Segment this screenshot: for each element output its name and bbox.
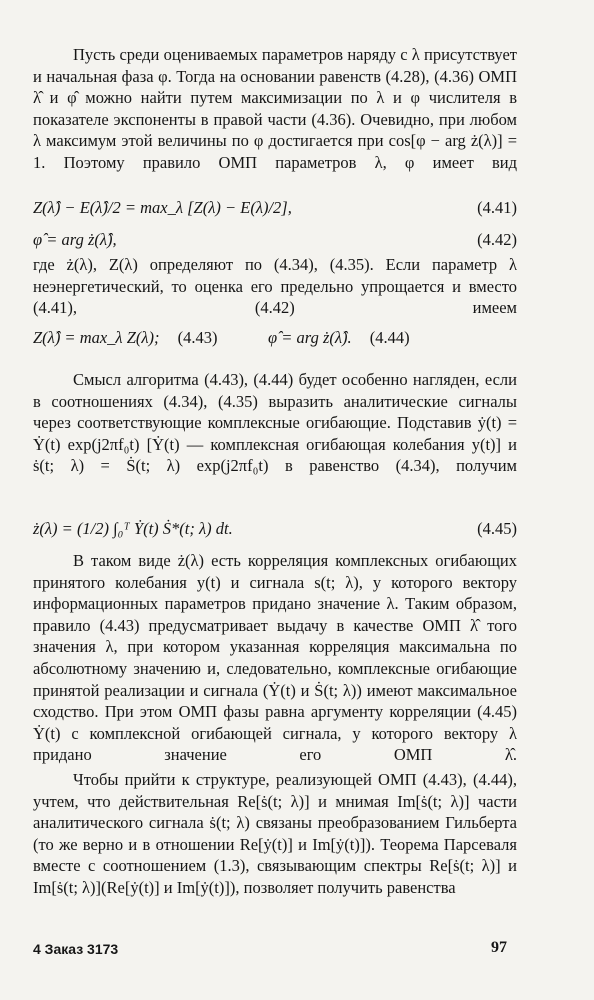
paragraph-4: В таком виде ż(λ) есть корреляция комплексных огибающих принятого колебания y(t) и сигнала s(t; λ), у которого вектору информационных параметров придано значение λ. Таким образом, правило (4.43) предусматривает выдачу в качестве ОМП λ̂ того значения λ, при котором указанная корреляция максимальна по абсолютному значению и, следовательно, комплексные огибающие принятой реализации и сигнала (Ẏ(t) и Ṡ(t; λ)) имеют максимальное сходство. При этом ОМП фазы равна аргументу корреляции (4.45) Ẏ(t) с комплексной огибающей сигнала, у которого вектору λ придано значение его ОМП λ̂. xyxy=(33,551,517,765)
paragraph-1: Пусть среди оцениваемых параметров наряду с λ присутствует и начальная фаза φ. Тогда на основании равенств (4.28), (4.36) ОМП λ̂ и φ̂ можно найти путем максимизации по λ и φ числителя в показателе экспоненты в правой части (4.36). Очевидно, при любом λ максимум этой величины по φ достигается при cos[φ − arg ż(λ)] = 1. Поэтому правило ОМП параметров λ, φ имеет вид xyxy=(33,45,517,172)
print-order-note: 4 Заказ 3173 xyxy=(33,941,119,957)
paragraph-3: Смысл алгоритма (4.43), (4.44) будет особенно нагляден, если в соотношениях (4.34), (4.35) выразить аналитические сигналы через соответствующие комплексные огибающие. Подставив ẏ(t) = Ẏ(t) exp(j2πf₀t) [Ẏ(t) — комплексная огибающая колебания y(t)] и ṡ(t; λ) = Ṡ(t; λ) exp(j2πf₀t) в равенство (4.34), получим xyxy=(33,370,517,476)
equation-4-43-number: (4.43) xyxy=(177,328,218,347)
equation-4-44-formula: φ̂ = arg ż(λ̂). xyxy=(268,328,352,347)
paragraph-5: Чтобы прийти к структуре, реализующей ОМП (4.43), (4.44), учтем, что действительная Re[ṡ(t; λ)] и мнимая Im[ṡ(t; λ)] части аналитического сигнала ṡ(t; λ) связаны преобразованием Гильберта (то же верно и в отношении Re[ẏ(t)] и Im[ẏ(t)]). Теорема Парсеваля вместе с соотношением (1.3), связывающим спектры Re[ṡ(t; λ)] и Im[ṡ(t; λ)](Re[ẏ(t)] и Im[ẏ(t)]), позволяет получить равенства xyxy=(33,770,517,897)
equation-4-45 xyxy=(33,518,517,540)
equation-4-41-number: (4.41) xyxy=(477,198,517,217)
equation-pair-4-43-4-44 xyxy=(33,327,473,349)
equation-4-44-number: (4.44) xyxy=(369,328,410,347)
equation-4-45-formula: ż(λ) = (1/2) ∫₀ᵀ Ẏ(t) Ṡ*(t; λ) dt. xyxy=(33,519,233,538)
equation-4-41 xyxy=(33,197,517,219)
equation-4-42-number: (4.42) xyxy=(477,230,517,249)
equation-4-41-formula: Z(λ̂) − E(λ̂)/2 = max_λ [Z(λ) − E(λ)/2], xyxy=(33,198,292,217)
page-number: 97 xyxy=(491,939,507,956)
equation-4-42 xyxy=(33,229,517,251)
equation-4-43-formula: Z(λ̂) = max_λ Z(λ); xyxy=(33,328,160,347)
equation-4-45-number: (4.45) xyxy=(477,519,517,538)
paragraph-2: где ż(λ), Z(λ) определяют по (4.34), (4.35). Если параметр λ неэнергетический, то оценка его предельно упрощается и вместо (4.41), (4.42) имеем xyxy=(33,255,517,318)
equation-4-42-formula: φ̂ = arg ż(λ̂), xyxy=(33,230,117,249)
